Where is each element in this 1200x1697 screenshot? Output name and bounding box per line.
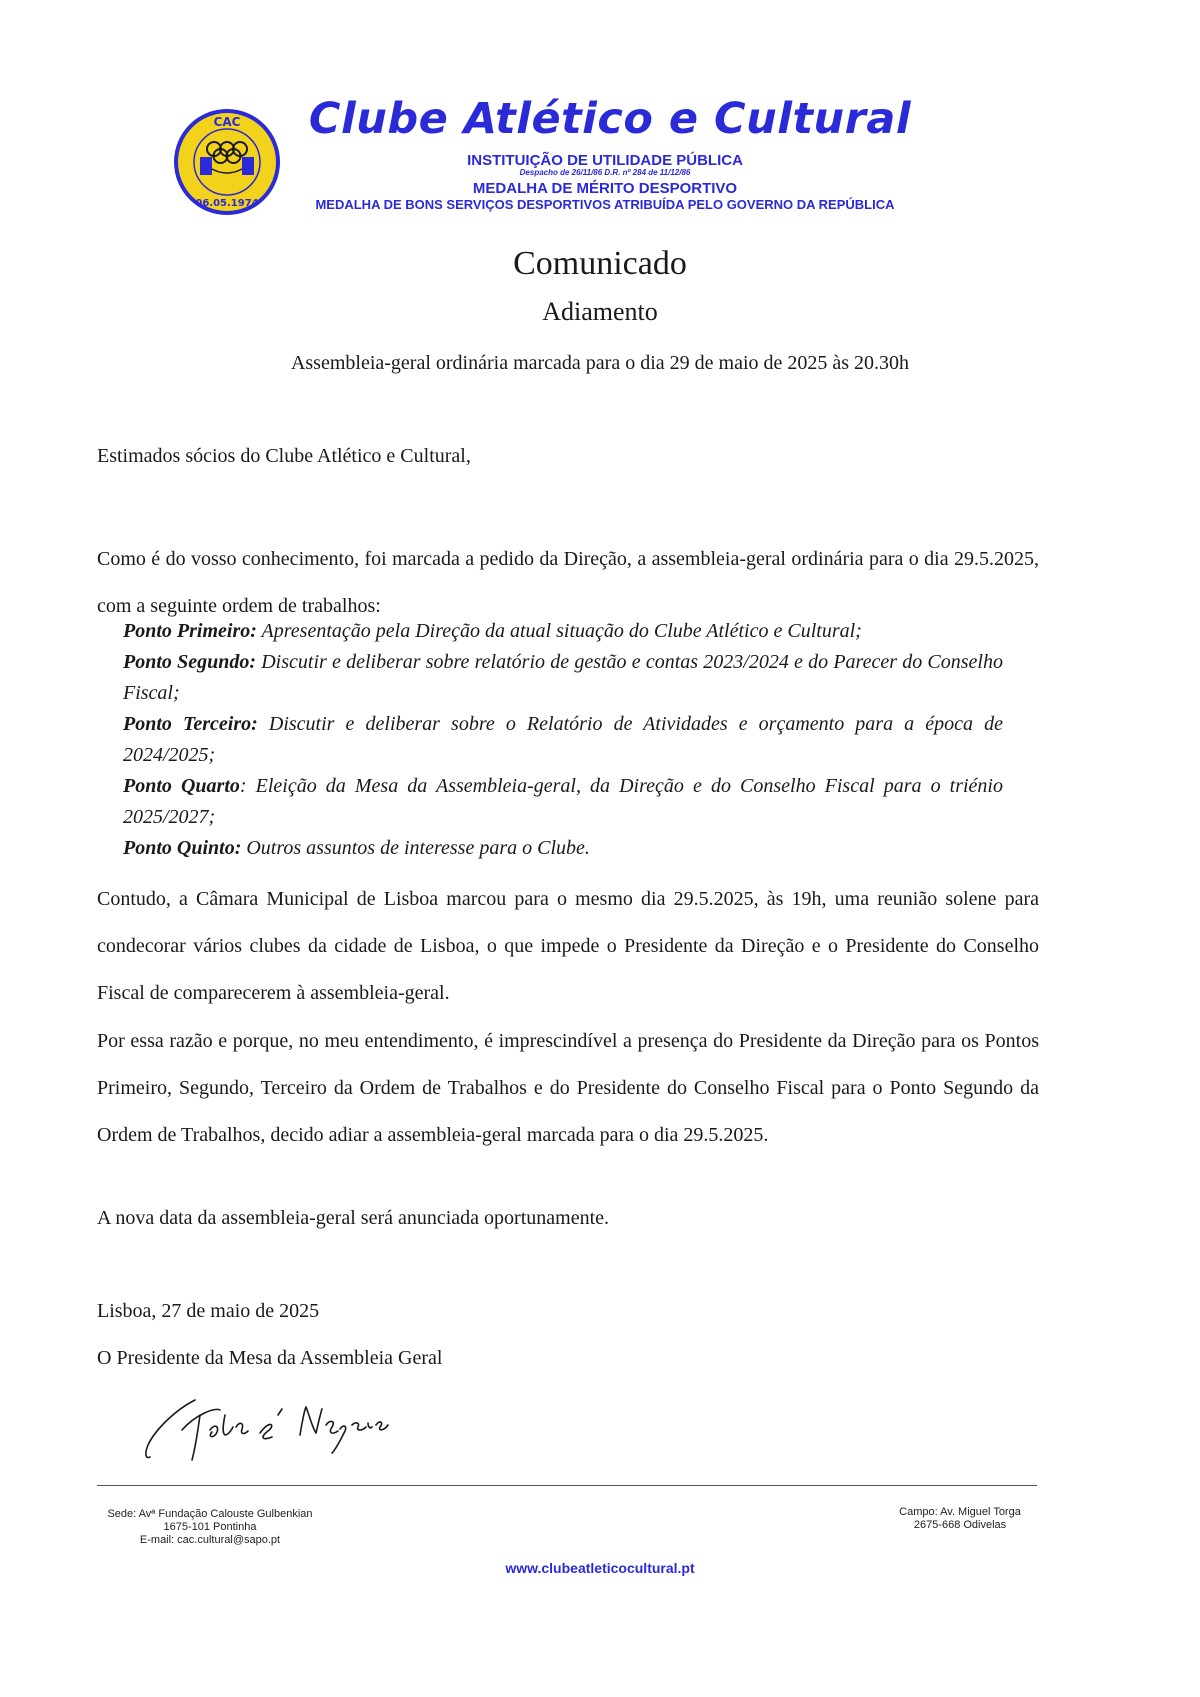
letterhead [0, 95, 1200, 235]
agenda-item-lead: Ponto Quarto [123, 775, 240, 797]
footer-address-field [860, 1506, 1060, 1532]
footer-address-hq [90, 1508, 330, 1547]
logo-top-text: CAC [213, 115, 241, 129]
handwritten-signature [140, 1385, 400, 1465]
public-utility-line: INSTITUIÇÃO DE UTILIDADE PÚBLICA [467, 152, 743, 169]
agenda-item-text: Apresentação pela Direção da atual situação do Clube Atlético e Cultural; [256, 620, 862, 642]
footer-right-line: 2675-668 Odivelas [913, 1519, 1007, 1531]
paragraph-2: Contudo, a Câmara Municipal de Lisboa marcou para o mesmo dia 29.5.2025, às 19h, uma reunião solene para condecorar vários clubes da cidade de Lisboa, o que impede o Presidente da Direção e o Presidente do Conselho Fiscal de comparecerem à assembleia-geral. [97, 888, 1039, 1004]
services-medal-line: MEDALHA DE BONS SERVIÇOS DESPORTIVOS ATRIBUÍDA PELO GOVERNO DA REPÚBLICA [315, 197, 895, 212]
agenda-item-text: Discutir e deliberar sobre o Relatório de Atividades e orçamento para a época de 2024/2025; [123, 713, 1003, 766]
paragraph-4: A nova data da assembleia-geral será anunciada oportunamente. [97, 1207, 610, 1229]
agenda-item-lead: Ponto Terceiro: [123, 713, 258, 735]
agenda-item-text: Outros assuntos de interesse para o Clube. [241, 837, 590, 859]
agenda-item [123, 771, 1003, 833]
document-subtitle: Adiamento [542, 297, 658, 326]
footer-left-line: 1675-101 Pontinha [163, 1521, 257, 1533]
merit-medal-line: MEDALHA DE MÉRITO DESPORTIVO [472, 180, 738, 197]
agenda-item-lead: Ponto Segundo: [123, 651, 257, 673]
agenda-item-text: Discutir e deliberar sobre relatório de gestão e contas 2023/2024 e do Parecer do Conselho Fiscal; [123, 651, 1003, 704]
agenda-list [123, 616, 1003, 864]
greeting: Estimados sócios do Clube Atlético e Cultural, [97, 445, 471, 467]
website-link[interactable]: www.clubeatleticocultural.pt [505, 1560, 695, 1576]
agenda-item-text: : Eleição da Mesa da Assembleia-geral, da Direção e do Conselho Fiscal para o triénio 2025/2027; [123, 775, 1003, 828]
agenda-item-lead: Ponto Primeiro: [123, 620, 257, 642]
agenda-item [123, 833, 1003, 864]
logo-bottom-text: 06.05.1974 [195, 198, 259, 209]
document-title: Comunicado [513, 245, 687, 282]
agenda-item [123, 647, 1003, 709]
footer-divider [97, 1485, 1037, 1486]
footer-email[interactable]: E-mail: cac.cultural@sapo.pt [139, 1534, 281, 1546]
club-name: Clube Atlético e Cultural [308, 94, 912, 144]
paragraph-1: Como é do vosso conhecimento, foi marcada a pedido da Direção, a assembleia-geral ordinária para o dia 29.5.2025, com a seguinte ordem de trabalhos: [97, 548, 1039, 617]
signer-title: O Presidente da Mesa da Assembleia Geral [97, 1347, 443, 1369]
agenda-item-lead: Ponto Quinto: [123, 837, 242, 859]
agenda-item [123, 709, 1003, 771]
paragraph-3: Por essa razão e porque, no meu entendimento, é imprescindível a presença do Presidente da Direção para os Pontos Primeiro, Segundo, Terceiro da Ordem de Trabalhos e do Presidente do Conselho Fiscal para o Ponto Segundo da Ordem de Trabalhos, decido adiar a assembleia-geral marcada para o dia 29.5.2025. [97, 1030, 1039, 1146]
dispatch-line: Despacho de 26/11/86 D.R. nº 284 de 11/12/86 [519, 168, 691, 177]
footer-left-line: Sede: Avª Fundação Calouste Gulbenkian [107, 1508, 313, 1520]
agenda-item [123, 616, 1003, 647]
document-subject: Assembleia-geral ordinária marcada para o dia 29 de maio de 2025 às 20.30h [290, 352, 910, 374]
footer-right-line: Campo: Av. Miguel Torga [899, 1506, 1021, 1518]
place-date: Lisboa, 27 de maio de 2025 [97, 1300, 320, 1322]
